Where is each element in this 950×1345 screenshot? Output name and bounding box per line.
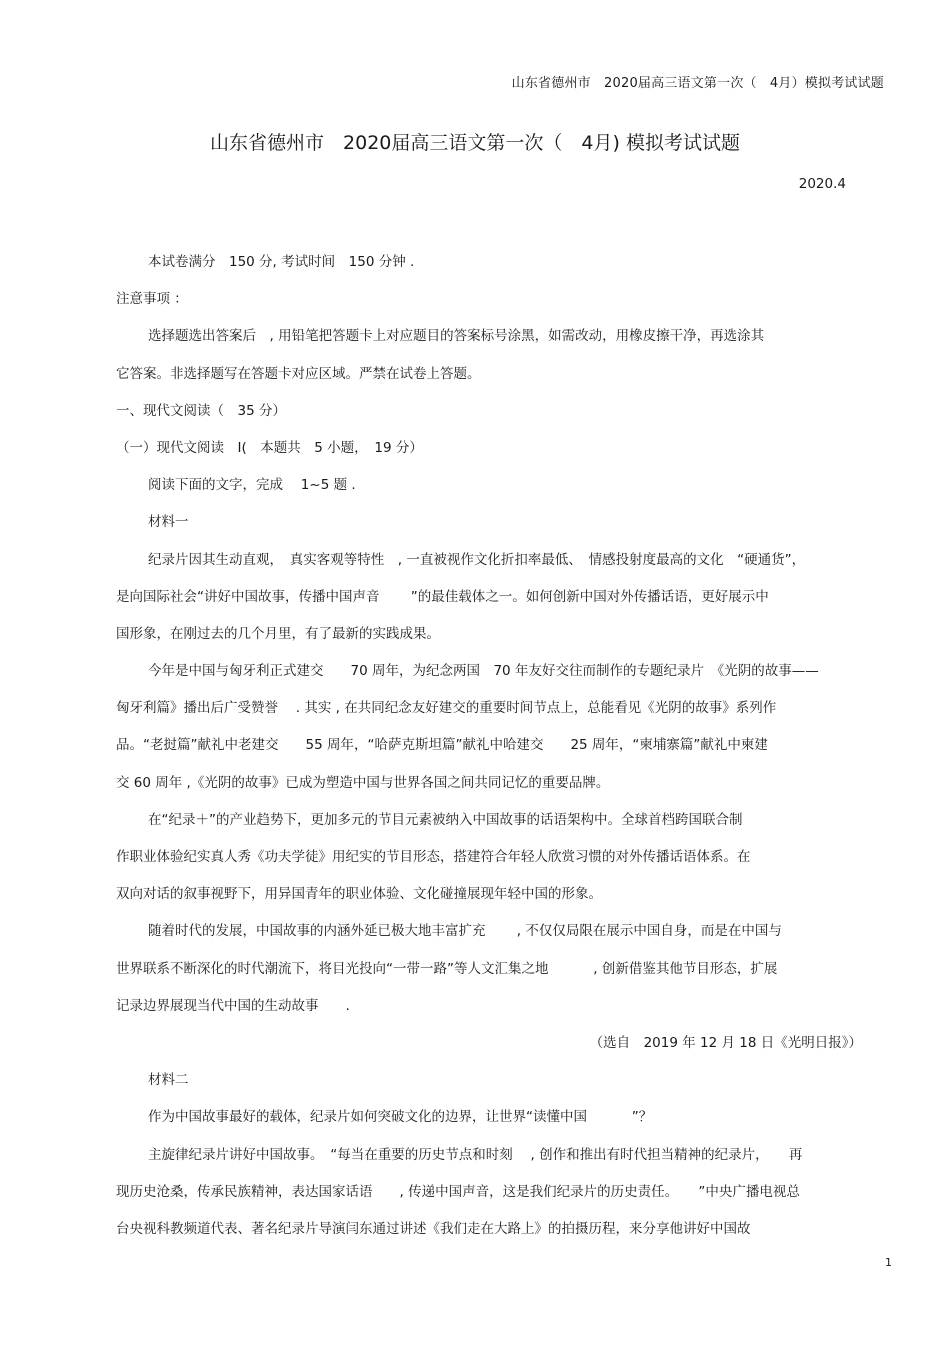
text-line: 在“纪录＋”的产业趋势下，更加多元的节目元素被纳入中国故事的话语架构中。全球首档跨国联合制 (148, 811, 743, 828)
source-citation: （选自 2019 年 12 月 18 日《光明日报》） (589, 1034, 862, 1051)
text-line: 主旋律纪录片讲好中国故事。 “每当在重要的历史节点和时刻 , 创作和推出有时代担当精神的纪录片， 再 (148, 1146, 803, 1163)
text-line: 双向对话的叙事视野下，用异国青年的职业体验、文化碰撞展现年轻中国的形象。 (116, 886, 602, 903)
text-line: 台央视科教频道代表、著名纪录片导演闫东通过讲述《我们走在大路上》的拍摄历程，来分享他讲好中国故 (116, 1220, 751, 1237)
text-line: 选择题选出答案后 , 用铅笔把答题卡上对应题目的答案标号涂黑，如需改动，用橡皮擦干净，再选涂其 (148, 328, 765, 345)
text-line: 一、现代文阅读（ 35 分） (116, 402, 286, 419)
document-date: 2020.4 (798, 176, 846, 192)
text-line: 随着时代的发展，中国故事的内涵外延已极大地丰富扩充 , 不仅仅局限在展示中国自身，而是在中国与 (148, 923, 782, 940)
text-line: 作为中国故事最好的载体，纪录片如何突破文化的边界，让世界“读懂中国 ”？ (148, 1109, 653, 1126)
text-line: 现历史沧桑，传承民族精神，表达国家话语 , 传递中国声音，这是我们纪录片的历史责任。 ”中央广播电视总 (116, 1183, 800, 1200)
text-line: 纪录片因其生动直观， 真实客观等特性 , 一直被视作文化折扣率最低、 情感投射度最高的文化 “硬通货”， (148, 551, 806, 568)
text-line: 国形象，在刚过去的几个月里，有了最新的实践成果。 (116, 625, 440, 642)
text-line: 世界联系不断深化的时代潮流下，将目光投向“一带一路”等人文汇集之地 , 创新借鉴其他节目形态，扩展 (116, 960, 778, 977)
text-line: 注意事项 ： (116, 291, 188, 308)
text-line: 匈牙利篇》播出后广受赞誉 . 其实 , 在共同纪念友好建交的重要时间节点上，总能看见《光阴的故事》系列作 (116, 700, 777, 717)
text-line: 本试卷满分 150 分, 考试时间 150 分钟 . (148, 254, 415, 270)
text-line: 材料二 (148, 1072, 189, 1089)
text-line: 作职业体验纪实真人秀《功夫学徒》用纪实的节目形态，搭建符合年轻人欣赏习惯的对外传播话语体系。在 (116, 849, 751, 865)
text-line: 阅读下面的文字，完成 1~5 题 . (148, 477, 356, 494)
page-number: 1 (885, 1256, 892, 1269)
document-body (116, 244, 906, 1248)
text-line: 记录边界展现当代中国的生动故事 . (116, 997, 350, 1014)
text-line: 它答案。非选择题写在答题卡对应区域。严禁在试卷上答题。 (116, 365, 481, 382)
running-header: 山东省德州市 2020届高三语文第一次（ 4月）模拟考试试题 (511, 76, 884, 91)
text-line: 交 60 周年 ,《光阴的故事》已成为塑造中国与世界各国之间共同记忆的重要品牌。 (116, 774, 610, 791)
text-line: 今年是中国与匈牙利正式建交 70 周年，为纪念两国 70 年友好交往而制作的专题纪录片 《光阴的故事—— (148, 663, 819, 680)
text-line: 材料一 (148, 514, 189, 531)
text-line: 是向国际社会“讲好中国故事，传播中国声音 ”的最佳载体之一。如何创新中国对外传播话语，更好展示中 (116, 588, 769, 605)
document-title: 山东省德州市 2020届高三语文第一次（ 4月) 模拟考试试题 (210, 132, 740, 154)
text-line: （一）现代文阅读 I( 本题共 5 小题， 19 分） (116, 439, 423, 456)
text-line: 品。“老挝篇”献礼中老建交 55 周年，“哈萨克斯坦篇”献礼中哈建交 25 周年，“柬埔寨篇”献礼中柬建 (116, 737, 768, 754)
